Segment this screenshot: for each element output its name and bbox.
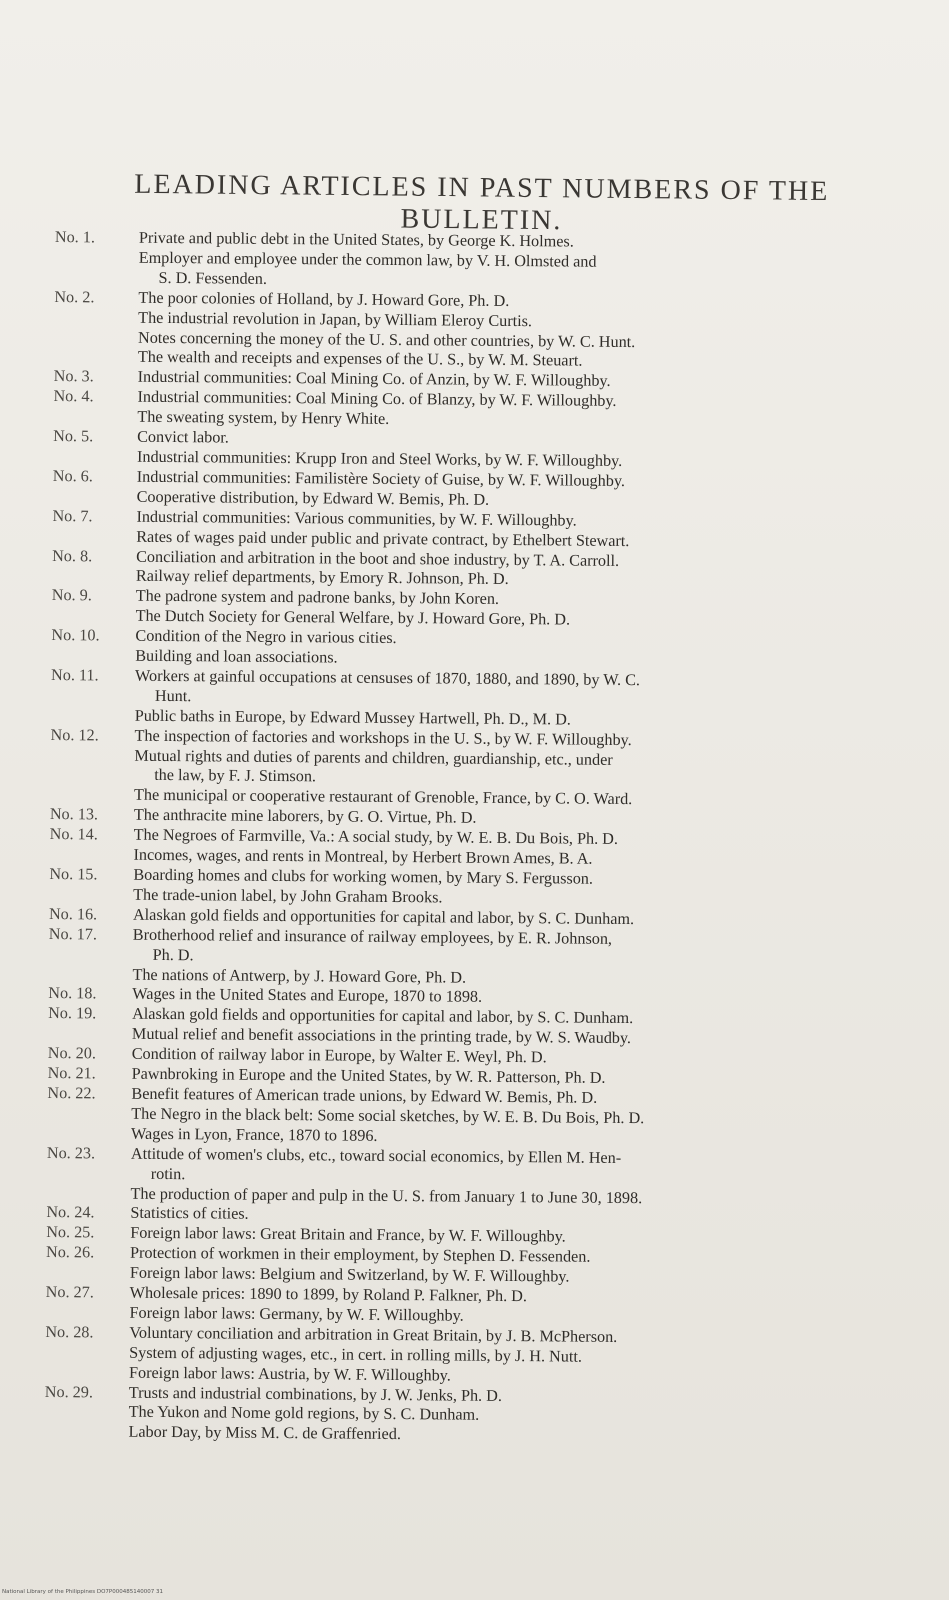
- bulletin-article-list: [44, 228, 915, 1450]
- bulletin-entry: [44, 1383, 904, 1450]
- article-title: Industrial communities: Familistère Society of Guise, by W. F. Willoughby.: [136, 467, 626, 490]
- bulletin-entry: [51, 666, 911, 733]
- entry-number: No. 27.: [45, 1282, 94, 1302]
- article-title: The industrial revolution in Japan, by William Eleroy Curtis.: [138, 308, 533, 330]
- article-title: Brotherhood relief and insurance of railway employees, by E. R. Johnson,: [132, 925, 613, 948]
- article-title: Notes concerning the money of the U. S. and other countries, by W. C. Hunt.: [137, 328, 636, 351]
- bulletin-entry: [54, 228, 914, 295]
- entry-number: No. 11.: [51, 665, 99, 685]
- entry-number: No. 16.: [48, 904, 98, 924]
- entry-number: No. 23.: [46, 1143, 96, 1163]
- article-title: The Negroes of Farmville, Va.: A social study, by W. E. B. Du Bois, Ph. D.: [133, 825, 619, 849]
- article-title: Labor Day, by Miss M. C. de Graffenried.: [128, 1423, 402, 1444]
- article-title: Industrial communities: Coal Mining Co. of Blanzy, by W. F. Willoughby.: [137, 387, 617, 411]
- article-title: System of adjusting wages, etc., in cert. in rolling mills, by J. H. Nutt.: [129, 1343, 583, 1366]
- entry-number: No. 26.: [45, 1243, 95, 1262]
- scan-footer: National Library of the Philippines DO7P000485140007 31: [2, 1589, 163, 1595]
- article-title: The inspection of factories and workshops in the U. S., by W. F. Willoughby.: [134, 726, 632, 749]
- article-title: Alaskan gold fields and opportunities for capital and labor, by S. C. Dunham.: [132, 1005, 634, 1028]
- entry-number: No. 6.: [52, 466, 93, 486]
- entry-number: No. 4.: [53, 387, 94, 406]
- article-title: Benefit features of American trade unions, by Edward W. Bemis, Ph. D.: [131, 1084, 598, 1107]
- article-title: The sweating system, by Henry White.: [137, 407, 390, 429]
- article-title: Foreign labor laws: Belgium and Switzerland, by W. F. Willoughby.: [129, 1263, 570, 1286]
- article-title: The Negro in the black belt: Some social sketches, by W. E. B. Du Bois, Ph. D.: [131, 1104, 645, 1128]
- article-title: The anthracite mine laborers, by G. O. Virtue, Ph. D.: [133, 805, 477, 827]
- article-title: The poor colonies of Holland, by J. Howard Gore, Ph. D.: [138, 288, 510, 310]
- article-title: Foreign labor laws: Austria, by W. F. Willoughby.: [128, 1363, 451, 1385]
- article-title: Rates of wages paid under public and private contract, by Ethelbert Stewart.: [136, 527, 630, 550]
- entry-number: No. 5.: [53, 427, 94, 446]
- article-title: The municipal or cooperative restaurant of Grenoble, France, by C. O. Ward.: [133, 786, 633, 809]
- bulletin-entry: [47, 1084, 907, 1151]
- article-title: Pawnbroking in Europe and the United States, by W. R. Patterson, Ph. D.: [131, 1064, 606, 1087]
- entry-number: No. 8.: [52, 546, 93, 565]
- entry-number: No. 1.: [54, 228, 96, 247]
- entry-number: No. 12.: [50, 725, 99, 745]
- entry-number: No. 3.: [53, 367, 94, 386]
- entry-number: No. 2.: [54, 287, 95, 307]
- article-title: Boarding homes and clubs for working women, by Mary S. Fergusson.: [133, 865, 594, 888]
- article-title-continuation: the law, by F. J. Stimson.: [154, 766, 317, 786]
- article-title: Incomes, wages, and rents in Montreal, by Herbert Brown Ames, B. A.: [133, 845, 593, 868]
- article-title: The nations of Antwerp, by J. Howard Gore, Ph. D.: [132, 965, 467, 987]
- article-title: Industrial communities: Krupp Iron and Steel Works, by W. F. Willoughby.: [136, 447, 623, 470]
- bulletin-entry: [50, 726, 911, 813]
- article-title-continuation: Ph. D.: [152, 945, 194, 964]
- article-title: Condition of the Negro in various cities.: [135, 626, 397, 648]
- article-title: Trusts and industrial combinations, by J. W. Jenks, Ph. D.: [128, 1383, 503, 1405]
- page-title: LEADING ARTICLES IN PAST NUMBERS OF THE BULLETIN.: [134, 168, 830, 237]
- article-title: Wages in Lyon, France, 1870 to 1896.: [131, 1124, 378, 1145]
- article-title-continuation: Hunt.: [154, 686, 192, 706]
- entry-number: No. 29.: [44, 1382, 94, 1401]
- article-title: Wages in the United States and Europe, 1870 to 1898.: [132, 985, 483, 1007]
- entry-number: No. 19.: [48, 1004, 97, 1023]
- article-title: Workers at gainful occupations at censuses of 1870, 1880, and 1890, by W. C.: [135, 666, 641, 690]
- article-title: Voluntary conciliation and arbitration in Great Britain, by J. B. McPherson.: [129, 1323, 618, 1346]
- entry-number: No. 21.: [47, 1064, 96, 1083]
- article-title: Mutual relief and benefit associations in the printing trade, by W. S. Waudby.: [131, 1024, 632, 1048]
- entry-number: No. 15.: [49, 864, 98, 884]
- article-title: Industrial communities: Coal Mining Co. of Anzin, by W. F. Willoughby.: [137, 368, 611, 391]
- article-title: Attitude of women's clubs, etc., toward social economics, by Ellen M. Hen-: [130, 1144, 622, 1167]
- article-title: The Yukon and Nome gold regions, by S. C. Dunham.: [128, 1403, 480, 1425]
- article-title: The Dutch Society for General Welfare, by J. Howard Gore, Ph. D.: [135, 606, 571, 629]
- entry-number: No. 13.: [49, 805, 99, 824]
- article-title: Public baths in Europe, by Edward Mussey Hartwell, Ph. D., M. D.: [134, 706, 571, 729]
- article-title: Building and loan associations.: [135, 646, 338, 667]
- article-title: Conciliation and arbitration in the boot and shoe industry, by T. A. Carroll.: [136, 547, 620, 570]
- article-title: The trade-union label, by John Graham Brooks.: [133, 885, 443, 907]
- entry-number: No. 18.: [48, 984, 97, 1003]
- article-title: Industrial communities: Various communities, by W. F. Willoughby.: [136, 507, 577, 530]
- bulletin-entry: [46, 1144, 906, 1211]
- article-title: The padrone system and padrone banks, by John Koren.: [135, 587, 500, 609]
- article-title: The production of paper and pulp in the U. S. from January 1 to June 30, 1898.: [130, 1184, 643, 1207]
- entry-number: No. 14.: [49, 825, 98, 844]
- bulletin-entry: [45, 1323, 905, 1390]
- entry-number: No. 25.: [46, 1223, 95, 1242]
- article-title: Mutual rights and duties of parents and children, guardianship, etc., under: [134, 746, 613, 769]
- entry-number: No. 24.: [46, 1203, 95, 1222]
- article-title: Convict labor.: [137, 427, 229, 447]
- bulletin-entry: [48, 925, 908, 992]
- article-title: Wholesale prices: 1890 to 1899, by Roland P. Falkner, Ph. D.: [129, 1283, 528, 1306]
- article-title: Foreign labor laws: Great Britain and France, by W. F. Willoughby.: [130, 1224, 566, 1246]
- article-title: Condition of railway labor in Europe, by Walter E. Weyl, Ph. D.: [131, 1044, 547, 1067]
- article-title: Protection of workmen in their employment, by Stephen D. Fessenden.: [129, 1243, 591, 1266]
- entry-number: No. 10.: [51, 626, 100, 645]
- entry-number: No. 9.: [51, 586, 92, 605]
- entry-number: No. 28.: [45, 1322, 94, 1342]
- article-title-continuation: S. D. Fessenden.: [158, 268, 268, 288]
- article-title: Private and public debt in the United States, by George K. Holmes.: [138, 228, 574, 251]
- entry-number: No. 20.: [47, 1044, 97, 1063]
- entry-number: No. 22.: [47, 1083, 96, 1103]
- entry-number: No. 17.: [48, 924, 98, 944]
- article-title: Cooperative distribution, by Edward W. Bemis, Ph. D.: [136, 487, 490, 509]
- bulletin-entry: [54, 288, 915, 375]
- article-title: Railway relief departments, by Emory R. Johnson, Ph. D.: [135, 567, 509, 589]
- article-title: Employer and employee under the common law, by V. H. Olmsted and: [138, 248, 597, 271]
- article-title: The wealth and receipts and expenses of the U. S., by W. M. Steuart.: [137, 348, 583, 371]
- article-title: Statistics of cities.: [130, 1204, 249, 1224]
- article-title: Alaskan gold fields and opportunities for capital and labor, by S. C. Dunham.: [132, 905, 635, 928]
- article-title-continuation: rotin.: [150, 1164, 186, 1183]
- entry-number: No. 7.: [52, 506, 93, 526]
- article-title: Foreign labor laws: Germany, by W. F. Willoughby.: [129, 1303, 464, 1325]
